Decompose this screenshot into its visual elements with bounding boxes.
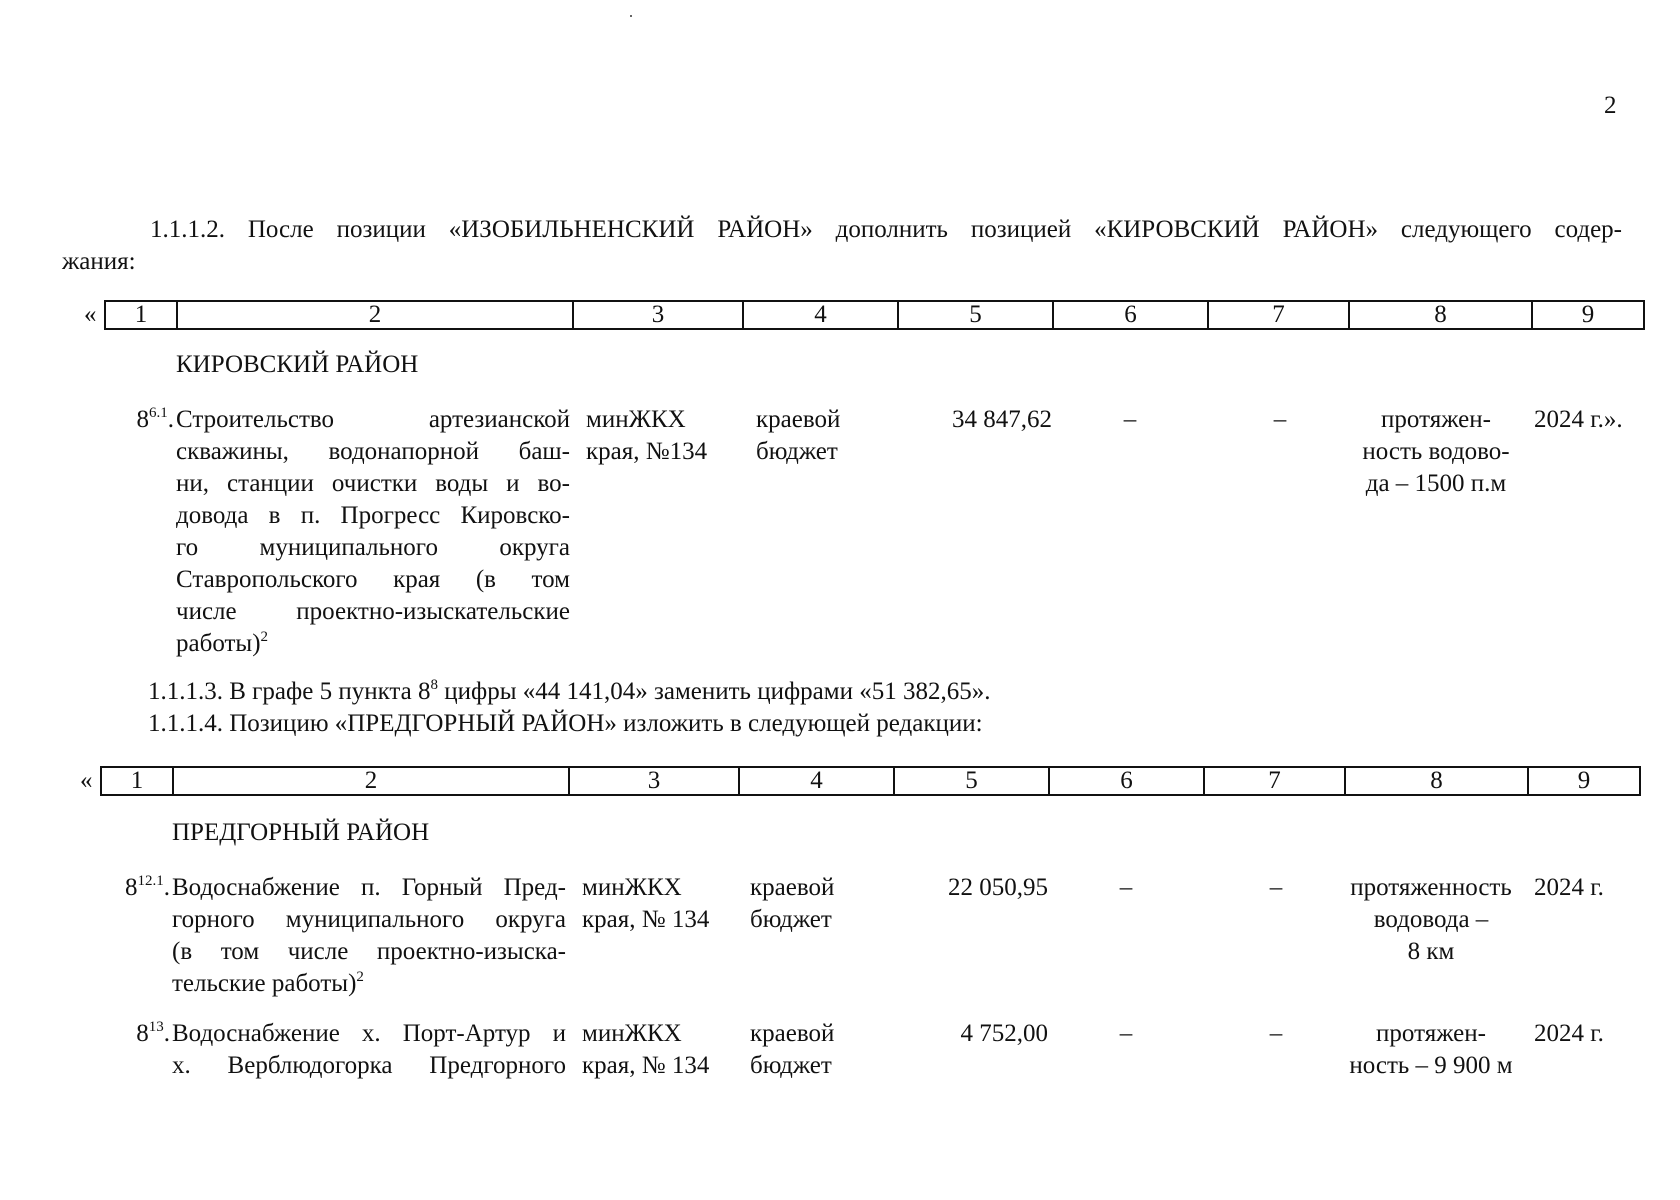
column-header: 7 bbox=[1208, 301, 1349, 329]
column-header: 6 bbox=[1049, 767, 1204, 795]
column-7-value: – bbox=[1269, 1020, 1283, 1047]
row-number: $8^{12.1}$. bbox=[125, 873, 170, 901]
funding-source: краевой бюджет bbox=[756, 406, 841, 465]
executor: минЖКХ края, №134 bbox=[586, 406, 708, 465]
column-number-table bbox=[100, 766, 1641, 796]
opening-quote: « bbox=[84, 301, 97, 328]
amount: 34 847,62 bbox=[952, 406, 1052, 433]
column-header: 8 bbox=[1349, 301, 1532, 329]
paragraph-1-1-1-4: 1.1.1.4. Позицию «ПРЕДГОРНЫЙ РАЙОН» изложить в следующей редакции: bbox=[148, 710, 983, 737]
row-number: $8^{13}$. bbox=[136, 1019, 170, 1047]
column-header: 9 bbox=[1528, 767, 1640, 795]
executor: минЖКХ края, № 134 bbox=[582, 874, 710, 933]
scan-speck bbox=[630, 15, 632, 17]
column-header: 1 bbox=[101, 767, 173, 795]
column-header: 7 bbox=[1204, 767, 1345, 795]
object-name: Строительство артезианской скважины, водонапорной баш- ни, станции очистки воды и во- довода в п. Прогресс Кировско- го муниципального округа Ставропольского края (в том числе проектно-изыскательские работы)$^2$ bbox=[176, 406, 570, 657]
column-7-value: – bbox=[1269, 874, 1283, 901]
column-header: 5 bbox=[898, 301, 1053, 329]
column-header: 1 bbox=[105, 301, 177, 329]
column-header: 9 bbox=[1532, 301, 1644, 329]
indicator: протяжен- ность водово- да – 1500 п.м bbox=[1362, 406, 1510, 497]
column-header: 4 bbox=[739, 767, 894, 795]
column-header: 6 bbox=[1053, 301, 1208, 329]
column-6-value: – bbox=[1123, 406, 1137, 433]
column-header: 2 bbox=[173, 767, 569, 795]
column-header: 4 bbox=[743, 301, 898, 329]
indicator: протяженность водовода – 8 км bbox=[1350, 874, 1512, 965]
object-name: Водоснабжение х. Порт-Артур и х. Верблюдогорка Предгорного bbox=[172, 1020, 566, 1079]
paragraph-text: 1.1.1.2. После позиции «ИЗОБИЛЬНЕНСКИЙ РАЙОН» дополнить позицией «КИРОВСКИЙ РАЙОН» следующего содер- bbox=[150, 216, 1622, 243]
paragraph-1-1-1-2 bbox=[62, 214, 1622, 278]
column-6-value: – bbox=[1119, 1020, 1133, 1047]
column-header: 8 bbox=[1345, 767, 1528, 795]
column-header: 2 bbox=[177, 301, 573, 329]
opening-quote: « bbox=[80, 767, 93, 794]
funding-source: краевой бюджет bbox=[750, 874, 835, 933]
executor: минЖКХ края, № 134 bbox=[582, 1020, 710, 1079]
column-7-value: – bbox=[1273, 406, 1287, 433]
column-header: 3 bbox=[569, 767, 739, 795]
column-header: 3 bbox=[573, 301, 743, 329]
object-name: Водоснабжение п. Горный Пред- горного муниципального округа (в том числе проектно-изыска- тельские работы)$^2$ bbox=[172, 874, 566, 997]
paragraph-1-1-1-3: 1.1.1.3. В графе 5 пункта $8^8$ цифры «44 141,04» заменить цифрами «51 382,65». bbox=[148, 677, 991, 705]
amount: 4 752,00 bbox=[960, 1020, 1048, 1047]
district-heading: ПРЕДГОРНЫЙ РАЙОН bbox=[172, 819, 430, 846]
funding-source: краевой бюджет bbox=[750, 1020, 835, 1079]
row-number: $8^{6.1}$. bbox=[136, 405, 174, 433]
indicator: протяжен- ность – 9 900 м bbox=[1349, 1020, 1513, 1079]
column-number-table bbox=[104, 300, 1645, 330]
year: 2024 г. bbox=[1534, 1020, 1604, 1047]
amount: 22 050,95 bbox=[948, 874, 1048, 901]
year: 2024 г.». bbox=[1534, 406, 1623, 433]
paragraph-continuation: жания: bbox=[62, 248, 136, 275]
column-6-value: – bbox=[1119, 874, 1133, 901]
district-heading: КИРОВСКИЙ РАЙОН bbox=[176, 351, 419, 378]
page-number: 2 bbox=[1604, 92, 1617, 119]
column-header: 5 bbox=[894, 767, 1049, 795]
year: 2024 г. bbox=[1534, 874, 1604, 901]
